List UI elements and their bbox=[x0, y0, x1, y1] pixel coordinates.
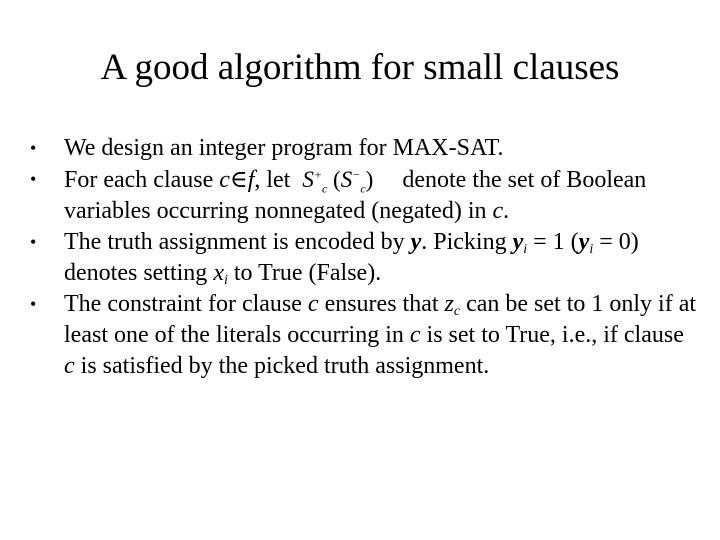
element-of-symbol: ∈ bbox=[229, 167, 248, 193]
bullet-dot-icon: • bbox=[30, 232, 37, 252]
bullet-dot-icon: • bbox=[30, 138, 37, 158]
bullet-text-part: is set to True, i.e., if clause bbox=[420, 322, 684, 348]
bullet-item-clause-sets bbox=[30, 164, 700, 227]
formula-var: f bbox=[247, 167, 255, 193]
bullet-text-part: ensures that bbox=[318, 291, 445, 317]
bullet-text-part: The constraint for clause bbox=[64, 291, 308, 317]
bullet-text-part: can be set to 1 only if at least one of the literals occurring in bbox=[64, 291, 697, 348]
bullet-text-part: . bbox=[503, 198, 510, 224]
subscript-i: i bbox=[589, 242, 594, 257]
clause-var: c bbox=[219, 167, 230, 193]
var-z: z bbox=[444, 291, 454, 317]
subscript-c: c bbox=[453, 304, 461, 319]
clause-var: c bbox=[492, 198, 504, 224]
bullet-item-constraint bbox=[30, 289, 700, 382]
bullet-text-part: The truth assignment is encoded by bbox=[64, 229, 411, 255]
bullet-text-part: = 1 ( bbox=[527, 229, 579, 255]
clause-var: c bbox=[409, 322, 421, 348]
var-y: y bbox=[578, 229, 590, 255]
clause-var: c bbox=[307, 291, 319, 317]
bullet-dot-icon: • bbox=[30, 294, 37, 314]
bullet-text-part: , let bbox=[254, 167, 297, 193]
var-x: x bbox=[213, 260, 224, 286]
bullet-text-part: to True (False). bbox=[227, 260, 382, 286]
bullet-text-part: denote the set of Boolean variables occurring nonnegated (negated) in bbox=[64, 167, 647, 224]
bullet-text-part: . Picking bbox=[421, 229, 513, 255]
slide-title: A good algorithm for small clauses bbox=[100, 47, 620, 88]
set-notation-formula: $S^+_c$ $(S^-_c)$ bbox=[302, 167, 374, 196]
subscript-i: i bbox=[523, 242, 528, 257]
bullet-text-part: = 0) denotes setting bbox=[64, 229, 639, 286]
bullet-text-part: For each clause bbox=[64, 167, 220, 193]
bullet-text: We design an integer program for MAX-SAT. bbox=[64, 135, 504, 161]
bullet-item-truth-assignment bbox=[30, 227, 700, 289]
bullet-text-part: is satisfied by the picked truth assignment. bbox=[74, 353, 490, 379]
subscript-i: i bbox=[223, 273, 228, 288]
bullet-dot-icon: • bbox=[30, 169, 37, 189]
vector-y: y bbox=[410, 229, 422, 255]
clause-var: c bbox=[64, 353, 75, 379]
var-y: y bbox=[512, 229, 524, 255]
bullet-item-integer-program bbox=[30, 133, 700, 164]
bullet-list bbox=[30, 133, 700, 382]
